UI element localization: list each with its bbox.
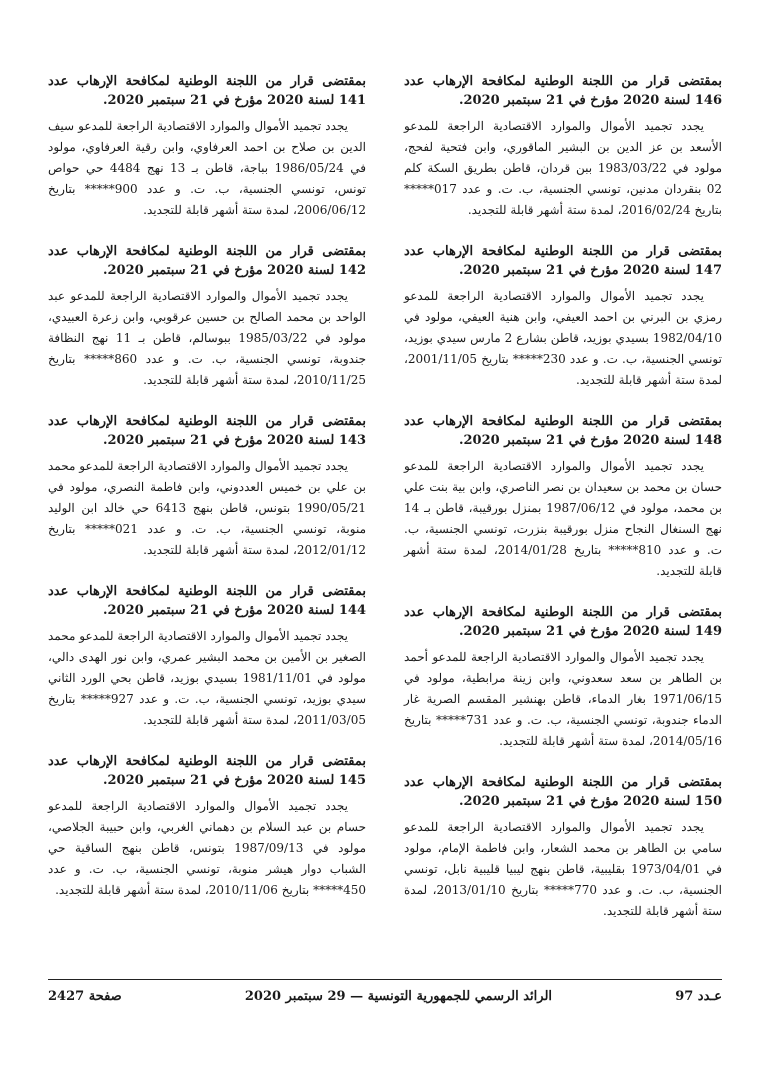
decision-142 [48,242,366,391]
decision-144 [48,582,366,731]
decision-text: يجدد تجميد الأموال والموارد الاقتصادية الراجعة للمدعو حسان بن محمد بن سعيدان بن نصر الناصري، وابن بية بنت علي بن محمد، مولود في 1987/06/12 بمنزل بورقيبة، قاطن بـ 14 نهج السنغال النجاح منزل بورقيبة بنزرت، تونسي الجنسية، ب. ت. و عدد 810***** بتاريخ 2014/01/28، لمدة ستة أشهر قابلة للتجديد. [404,459,722,578]
decision-141 [48,72,366,221]
issue-number: عـدد 97 [675,988,722,1004]
decision-text: يجدد تجميد الأموال والموارد الاقتصادية الراجعة للمدعو حسام بن عبد السلام بن دهماني الغربي، وابن حبيبة الجلاصي، مولود في 1987/09/13 بتونس، قاطن بنهج الساقية حي الشباب دوار هيشر منوبة، تونسي الجنسية، ب. ت. و عدد 450***** بتاريخ 2010/11/06، لمدة ستة أشهر قابلة للتجديد. [48,799,366,897]
gazette-title: الرائد الرسمي للجمهورية التونسية — 29 سبتمبر 2020 [244,988,553,1004]
decision-heading: بمقتضى قرار من اللجنة الوطنية لمكافحة الإرهاب عدد 150 لسنة 2020 مؤرخ في 21 سبتمبر 2020. [404,775,722,809]
decision-heading: بمقتضى قرار من اللجنة الوطنية لمكافحة الإرهاب عدد 145 لسنة 2020 مؤرخ في 21 سبتمبر 2020. [48,754,366,788]
decision-150 [404,773,722,922]
footer-divider [48,979,722,980]
decision-text: يجدد تجميد الأموال والموارد الاقتصادية الراجعة للمدعو رمزي بن البرني بن احمد العيفي، وابن هنية العيفي، مولود في 1982/04/10 بسيدي بوزيد، قاطن بشارع 2 مارس سيدي بوزيد، تونسي الجنسية، ب. ت. و عدد 230***** بتاريخ 2001/11/05، لمدة ستة أشهر قابلة للتجديد. [404,289,722,387]
page-footer [48,985,722,1007]
decision-heading: بمقتضى قرار من اللجنة الوطنية لمكافحة الإرهاب عدد 148 لسنة 2020 مؤرخ في 21 سبتمبر 2020. [404,414,722,448]
decision-146 [404,72,722,221]
decision-text: يجدد تجميد الأموال والموارد الاقتصادية الراجعة للمدعو الأسعد بن عز الدين بن البشير الماقوري، وابن فتحية لفحج، مولود في 1983/03/22 ببن قردان، قاطن بطريق السكة كلم 02 بنقردان مدنين، تونسي الجنسية، ب. ت. و عدد 017***** بتاريخ 2016/02/24، لمدة ستة أشهر قابلة للتجديد. [404,119,722,217]
right-column [48,72,366,970]
decision-text: يجدد تجميد الأموال والموارد الاقتصادية الراجعة للمدعو سامي بن الطاهر بن محمد الشعار، وابن فاطمة الإمام، مولود في 1973/04/01 بقليبية، قاطن بنهج ليبيا قليبية نابل، تونسي الجنسية، ب. ت. و عدد 770***** بتاريخ 2013/01/10، لمدة ستة أشهر قابلة للتجديد. [404,820,722,918]
decision-heading: بمقتضى قرار من اللجنة الوطنية لمكافحة الإرهاب عدد 144 لسنة 2020 مؤرخ في 21 سبتمبر 2020. [48,584,366,618]
decision-heading: بمقتضى قرار من اللجنة الوطنية لمكافحة الإرهاب عدد 143 لسنة 2020 مؤرخ في 21 سبتمبر 2020. [48,414,366,448]
decision-heading: بمقتضى قرار من اللجنة الوطنية لمكافحة الإرهاب عدد 142 لسنة 2020 مؤرخ في 21 سبتمبر 2020. [48,244,366,278]
decision-147 [404,242,722,391]
decision-149 [404,603,722,752]
decision-text: يجدد تجميد الأموال والموارد الاقتصادية الراجعة للمدعو سيف الدين بن صلاح بن احمد العرفاوي، وابن رقية العرفاوي، مولود في 1986/05/24 بباجة، قاطن بـ 13 نهج 4484 حي حواص تونس، تونسي الجنسية، ب. ت. و عدد 900***** بتاريخ 2006/06/12، لمدة ستة أشهر قابلة للتجديد. [48,119,366,217]
decision-heading: بمقتضى قرار من اللجنة الوطنية لمكافحة الإرهاب عدد 149 لسنة 2020 مؤرخ في 21 سبتمبر 2020. [404,605,722,639]
decision-text: يجدد تجميد الأموال والموارد الاقتصادية الراجعة للمدعو أحمد بن الطاهر بن سعد سعدوني، وابن زينة مرابطية، مولود في 1971/06/15 بغار الدماء، قاطن بهنشير المقسم الصرية غار الدماء جندوبة، تونسي الجنسية، ب. ت. و عدد 731***** بتاريخ 2014/05/16، لمدة ستة أشهر قابلة للتجديد. [404,650,723,748]
two-column-body [48,72,722,970]
page-number: صفحة 2427 [48,988,122,1004]
decision-143 [48,412,366,561]
decision-text: يجدد تجميد الأموال والموارد الاقتصادية الراجعة للمدعو محمد بن علي بن خميس العددوني، وابن فاطمة النصري، مولود في 1990/05/21 بتونس، قاطن بنهج 6413 حي خالد ابن الوليد منوبة، تونسي الجنسية، ب. ت. و عدد 021***** بتاريخ 2012/01/12، لمدة ستة أشهر قابلة للتجديد. [48,459,367,557]
decision-text: يجدد تجميد الأموال والموارد الاقتصادية الراجعة للمدعو محمد الصغير بن الأمين بن محمد البشير عمري، وابن نور الهدى دالي، مولود في 1981/11/01 بسيدي بوزيد، قاطن بحي الورد الثاني سيدي بوزيد، تونسي الجنسية، ب. ت. و عدد 927***** بتاريخ 2011/03/05، لمدة ستة أشهر قابلة للتجديد. [48,629,367,727]
left-column [404,72,722,970]
decision-heading: بمقتضى قرار من اللجنة الوطنية لمكافحة الإرهاب عدد 141 لسنة 2020 مؤرخ في 21 سبتمبر 2020. [48,74,366,108]
decision-heading: بمقتضى قرار من اللجنة الوطنية لمكافحة الإرهاب عدد 147 لسنة 2020 مؤرخ في 21 سبتمبر 2020. [404,244,722,278]
decision-heading: بمقتضى قرار من اللجنة الوطنية لمكافحة الإرهاب عدد 146 لسنة 2020 مؤرخ في 21 سبتمبر 2020. [404,74,722,108]
decision-148 [404,412,722,582]
decision-145 [48,752,366,901]
decision-text: يجدد تجميد الأموال والموارد الاقتصادية الراجعة للمدعو عبد الواحد بن محمد الصالح بن حسين عرقوبي، وابن زعرة العبيدي، مولود في 1985/03/22 ببوسالم، قاطن بـ 11 نهج النظافة جندوبة، تونسي الجنسية، ب. ت. و عدد 860***** بتاريخ 2010/11/25، لمدة ستة أشهر قابلة للتجديد. [48,289,367,387]
